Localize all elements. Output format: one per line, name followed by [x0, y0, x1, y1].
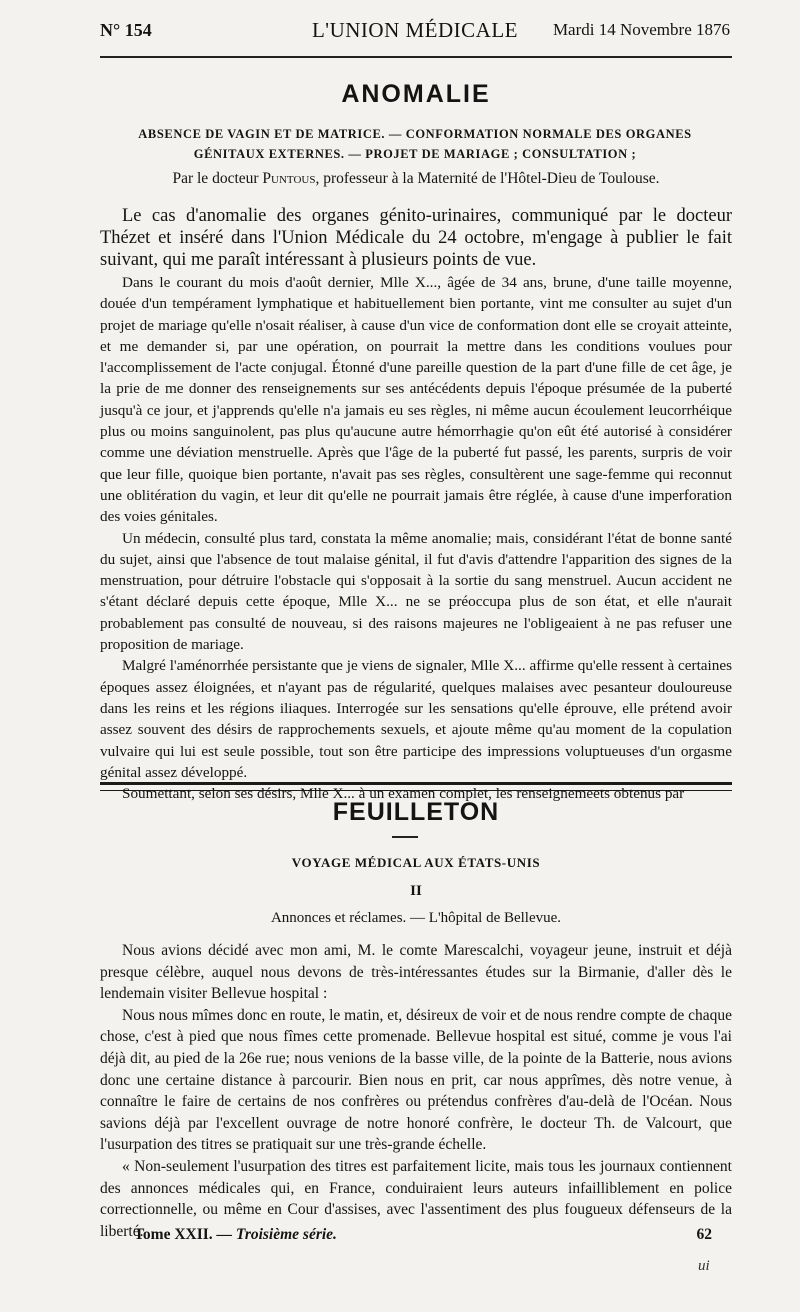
- byline-author: Puntous: [262, 170, 316, 187]
- article-subtitle: ABSENCE DE VAGIN ET DE MATRICE. — CONFORMATION NORMALE DES ORGANES GÉNITAUX EXTERNES. — PROJET DE MARIAGE ; CONSULTATION ;: [138, 127, 692, 161]
- article-paragraph: Un médecin, consulté plus tard, constata la même anomalie; mais, considérant l'état de bonne santé du sujet, ainsi que l'absence de tout malaise génital, il fut d'avis d'attendre l'apparition des signes de la menstruation, pour détruire l'obstacle qui s'opposait à la sortie du sang menstruel. Aucun accident ne s'étant déclaré depuis cette époque, Mlle X... ne se préoccupa plus de son état, et elle n'aurait probablement pas consulté de nouveau, si des raisons majeures ne l'obligeaient à ne pas refuser une proposition de mariage.: [100, 529, 732, 654]
- article-paragraph: Malgré l'aménorrhée persistante que je viens de signaler, Mlle X... affirme qu'elle ressent à certaines époques assez éloignées, et n'ayant pas de régularité, quelques malaises avec pesanteur douloureuse dans les reins et les régions iliaques. Interrogée sur les sensations qu'elle éprouve, elle prétend avoir assez souvent des désirs de rapprochements sexuels, et ajoute même qu'au moment de la copulation vulvaire qui lui est seule possible, tout son être participe des impressions voluptueuses d'un orgasme génital assez développé.: [100, 657, 732, 781]
- article-paragraph: Soumettant, selon ses désirs, Mlle X... à un examen complet, les renseignemeets obtenus par: [122, 785, 685, 803]
- byline-prefix: Par le docteur: [172, 170, 259, 187]
- page-number: 62: [696, 1226, 712, 1243]
- feuilleton-section-title: VOYAGE MÉDICAL AUX ÉTATS-UNIS: [291, 855, 541, 870]
- page-footer: [100, 1226, 732, 1250]
- section-divider: [100, 782, 732, 791]
- feuilleton-paragraph: Nous nous mîmes donc en route, le matin, et, désireux de voir et de nous rendre compte de chaque chose, c'est à pied que nous fîmes cette promenade. Bellevue hospital est situé, comme je vous l'ai déjà dit, au pied de la 26e rue; nous venions de la basse ville, de la pointe de la Batterie, nous avions donc une certaine distance à parcourir. Bien nous en prit, car nous apprîmes, dès notre venue, à connaître le faire de certains de nos confrères ou prétendus confrères d'au-delà de l'Océan. Nous savions déjà par l'excellent ouvrage de notre honoré confrère, le docteur Th. de Valcourt, que l'usurpation des titres se pratiquait sur une très-grande échelle.: [100, 1006, 732, 1154]
- issue-date: Mardi 14 Novembre 1876: [552, 20, 730, 39]
- page-header: [100, 14, 730, 48]
- feuilleton-section-subtitle: Annonces et réclames. — L'hôpital de Bellevue.: [270, 910, 562, 926]
- tome-label: Tome XXII.: [134, 1226, 213, 1243]
- byline-suffix: , professeur à la Maternité de l'Hôtel-Dieu de Toulouse.: [315, 170, 660, 187]
- margin-note: ui: [698, 1258, 710, 1274]
- lead-paragraph: Le cas d'anomalie des organes génito-urinaires, communiqué par le docteur Thézet et inséré dans l'Union Médicale du 24 octobre, m'engage à publier le fait suivant, qui me paraît intéressant à plusieurs points de vue.: [100, 206, 732, 270]
- article-paragraph: Dans le courant du mois d'août dernier, Mlle X..., âgée de 34 ans, brune, d'une taille moyenne, douée d'un tempérament lymphatique et habituellement bien portante, vint me consulter au sujet d'un projet de mariage qu'elle n'osait réaliser, à cause d'un vice de conformation dont elle se croyait atteinte, et me demander si, par une opération, on pourrait la mettre dans les conditions voulues pour l'accomplissement de l'acte conjugal. Étonné d'une pareille question de la part d'une fille de cet âge, je la prie de me donner des renseignements sur ses antécédents depuis l'époque présumée de la puberté jusqu'à ce jour, et j'apprends qu'elle n'a jamais eu ses règles, ni même aucun écoulement leucorrhéique plus ou moins sanguinolent, pas plus qu'aucune autre hémorrhagie qu'on eût été autorisé à considérer comme une déviation menstruelle. Après que l'âge de la puberté fut passé, les parents, surpris de voir que leur fille, quoique bien portante, n'avait pas ses règles, consultèrent une sage-femme qui reconnut une oblitération du vagin, et leur dit qu'elle ne pourrait jamais être réglée, à cause d'une imperforation des voies génitales.: [100, 274, 732, 526]
- article-lead: [100, 205, 732, 271]
- article-byline: [100, 170, 732, 188]
- feuilleton-title: FEUILLETON: [332, 798, 500, 826]
- journal-title: L'UNION MÉDICALE: [311, 18, 518, 42]
- series-label: — Troisième série.: [216, 1226, 337, 1243]
- footer-tome: [134, 1226, 337, 1244]
- feuilleton-paragraph: Nous avions décidé avec mon ami, M. le comte Marescalchi, voyageur jeune, instruit et déjà presque célèbre, auquel nous devons de très-intéressantes études sur la Birmanie, d'aller dès le lendemain visiter Bellevue hospital :: [100, 942, 732, 1003]
- feuilleton-body: [100, 940, 732, 1242]
- article-title: ANOMALIE: [341, 80, 491, 108]
- header-rule: [100, 56, 732, 58]
- feuilleton-paragraph: « Non-seulement l'usurpation des titres est parfaitement licite, mais tous les journaux contiennent des annonces médicales qui, en France, conduiraient leurs auteurs infailliblement en police correctionnelle, ou même en Cour d'assises, avec l'assentiment des plus fougueux défenseurs de la liberté.: [100, 1157, 732, 1240]
- issue-number: N° 154: [100, 20, 152, 40]
- feuilleton-section-number: II: [410, 883, 422, 899]
- feuilleton-rule: [392, 836, 418, 838]
- article-body: [100, 272, 732, 804]
